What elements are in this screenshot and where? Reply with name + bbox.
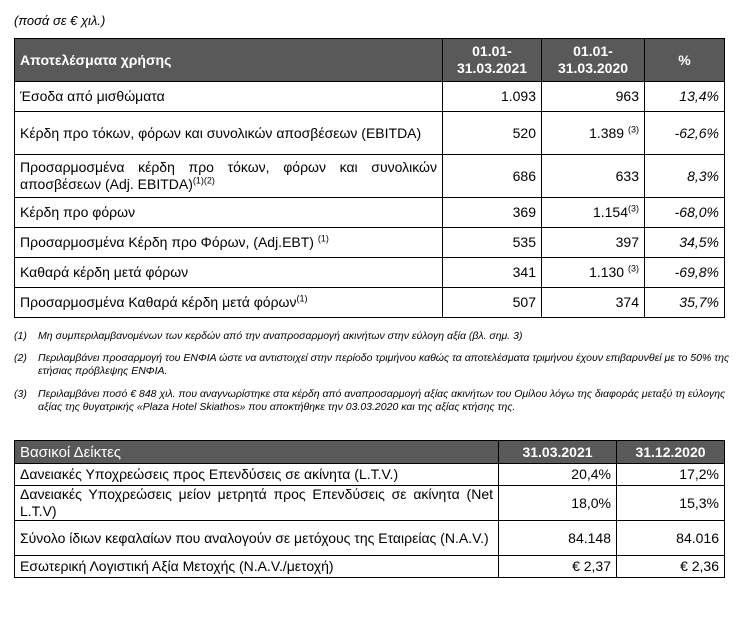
footnote-ref: (3) [628,263,639,274]
indicator-value-2021: 84.148 [499,521,617,556]
value-pct: 13,4% [645,82,725,112]
row-label: Προσαρμοσμένα Κέρδη προ Φόρων, (Adj.EBT) $^{(1)}$ [15,228,443,258]
value-pct: 8,3% [645,155,725,198]
footnote-number: (3) [14,388,27,400]
indicator-value-2020: € 2,36 [617,556,725,578]
row-label: Προσαρμοσμένα κέρδη προ τόκων, φόρων και συνολικών αποσβέσεων (Adj. EBITDA)$^{(1)(2)}$ [15,155,443,198]
value-2020: 1.130 $^{(3)}$ [542,258,645,288]
indicator-label: Σύνολο ίδιων κεφαλαίων που αναλογούν σε μετόχους της Εταιρείας (N.A.V.) [15,521,499,556]
table-row [15,486,725,521]
value-2021: 520 [443,112,542,155]
indicator-value-2020: 17,2% [617,464,725,486]
value-2021: 535 [443,228,542,258]
table-row [15,464,725,486]
footnote-ref: (1) [296,293,308,304]
value-2021: 341 [443,258,542,288]
value-2020: 963 [542,82,645,112]
indicator-value-2020: 15,3% [617,486,725,521]
indicator-label: Δανειακές Υποχρεώσεις προς Επενδύσεις σε ακίνητα (L.T.V.) [15,464,499,486]
indicator-label: Δανειακές Υποχρεώσεις μείον μετρητά προς Επενδύσεις σε ακίνητα (Net L.T.V) [15,486,499,521]
value-pct: -68,0% [645,198,725,228]
footnote-ref: (3) [628,123,639,134]
footnote [14,330,736,343]
footnote-ref: (3) [628,203,639,214]
table-row [15,155,725,198]
value-2021: 1.093 [443,82,542,112]
value-pct: 35,7% [645,288,725,318]
footnote [14,388,736,414]
table-row [15,198,725,228]
value-pct: -69,8% [645,258,725,288]
value-pct: 34,5% [645,228,725,258]
results-header-label: Αποτελέσματα χρήσης [15,39,443,82]
table-row [15,521,725,556]
results-header-2021: 01.01- 31.03.2021 [443,39,542,82]
results-header-row [15,39,725,82]
footnote-ref: (1) [317,233,329,244]
footnote-text: Περιλαμβάνει προσαρμογή του ΕΝΦΙΑ ώστε να αντιστοιχεί στην περίοδο τριμήνου καθώς τα αποτελέσματα τριμήνου έχουν επιβαρυνθεί με το 50% της ετήσιας πρόβλεψης ΕΝΦΙΑ. [38,352,730,377]
footnote-number: (1) [14,330,27,342]
value-2020: 374 [542,288,645,318]
row-label: Κέρδη προ φόρων [15,198,443,228]
row-label: Προσαρμοσμένα Καθαρά κέρδη μετά φόρων$^{(1)}$ [15,288,443,318]
value-2020: 633 [542,155,645,198]
results-table [14,38,725,318]
results-header-pct: % [645,39,725,82]
indicators-header-row [15,441,725,464]
footnote-ref: (1)(2) [192,175,215,186]
value-2021: 369 [443,198,542,228]
indicators-header-2021: 31.03.2021 [499,441,617,464]
value-2020: 1.389 $^{(3)}$ [542,112,645,155]
table-row [15,288,725,318]
indicators-header-label: Βασικοί Δείκτες [15,441,499,464]
indicator-value-2021: € 2,37 [499,556,617,578]
indicator-value-2021: 20,4% [499,464,617,486]
footnote-text: Μη συμπεριλαμβανομένων των κερδών από την αναπροσαρμογή ακινήτων στην εύλογη αξία (βλ. σημ. 3) [38,330,523,342]
amounts-caption: (ποσά σε € χιλ.) [14,13,106,28]
table-row [15,228,725,258]
table-row [15,556,725,578]
indicator-label: Εσωτερική Λογιστική Αξία Μετοχής (N.A.V./μετοχή) [15,556,499,578]
indicator-value-2020: 84.016 [617,521,725,556]
value-2021: 686 [443,155,542,198]
value-2020: 1.154$^{(3)}$ [542,198,645,228]
footnote-text: Περιλαμβάνει ποσό € 848 χιλ. που αναγνωρίστηκε στα κέρδη από αναπροσαρμογή αξίας ακινήτων του Ομίλου λόγω της διαφοράς μεταξύ τη εύλογης αξίας της θυγατρικής «Plaza Hotel Skiathos» που αποκτήθηκε την 03.03.2020 και της αξίας κτήσης της. [38,388,726,413]
indicators-table [14,440,725,578]
results-header-2020: 01.01- 31.03.2020 [542,39,645,82]
footnote-number: (2) [14,352,27,364]
value-pct: -62,6% [645,112,725,155]
table-row [15,112,725,155]
footnote [14,352,736,378]
row-label: Κέρδη προ τόκων, φόρων και συνολικών αποσβέσεων (EBITDA) [15,112,443,155]
row-label: Καθαρά κέρδη μετά φόρων [15,258,443,288]
value-2020: 397 [542,228,645,258]
indicators-header-2020: 31.12.2020 [617,441,725,464]
value-2021: 507 [443,288,542,318]
table-row [15,82,725,112]
row-label: Έσοδα από μισθώματα [15,82,443,112]
indicator-value-2021: 18,0% [499,486,617,521]
table-row [15,258,725,288]
